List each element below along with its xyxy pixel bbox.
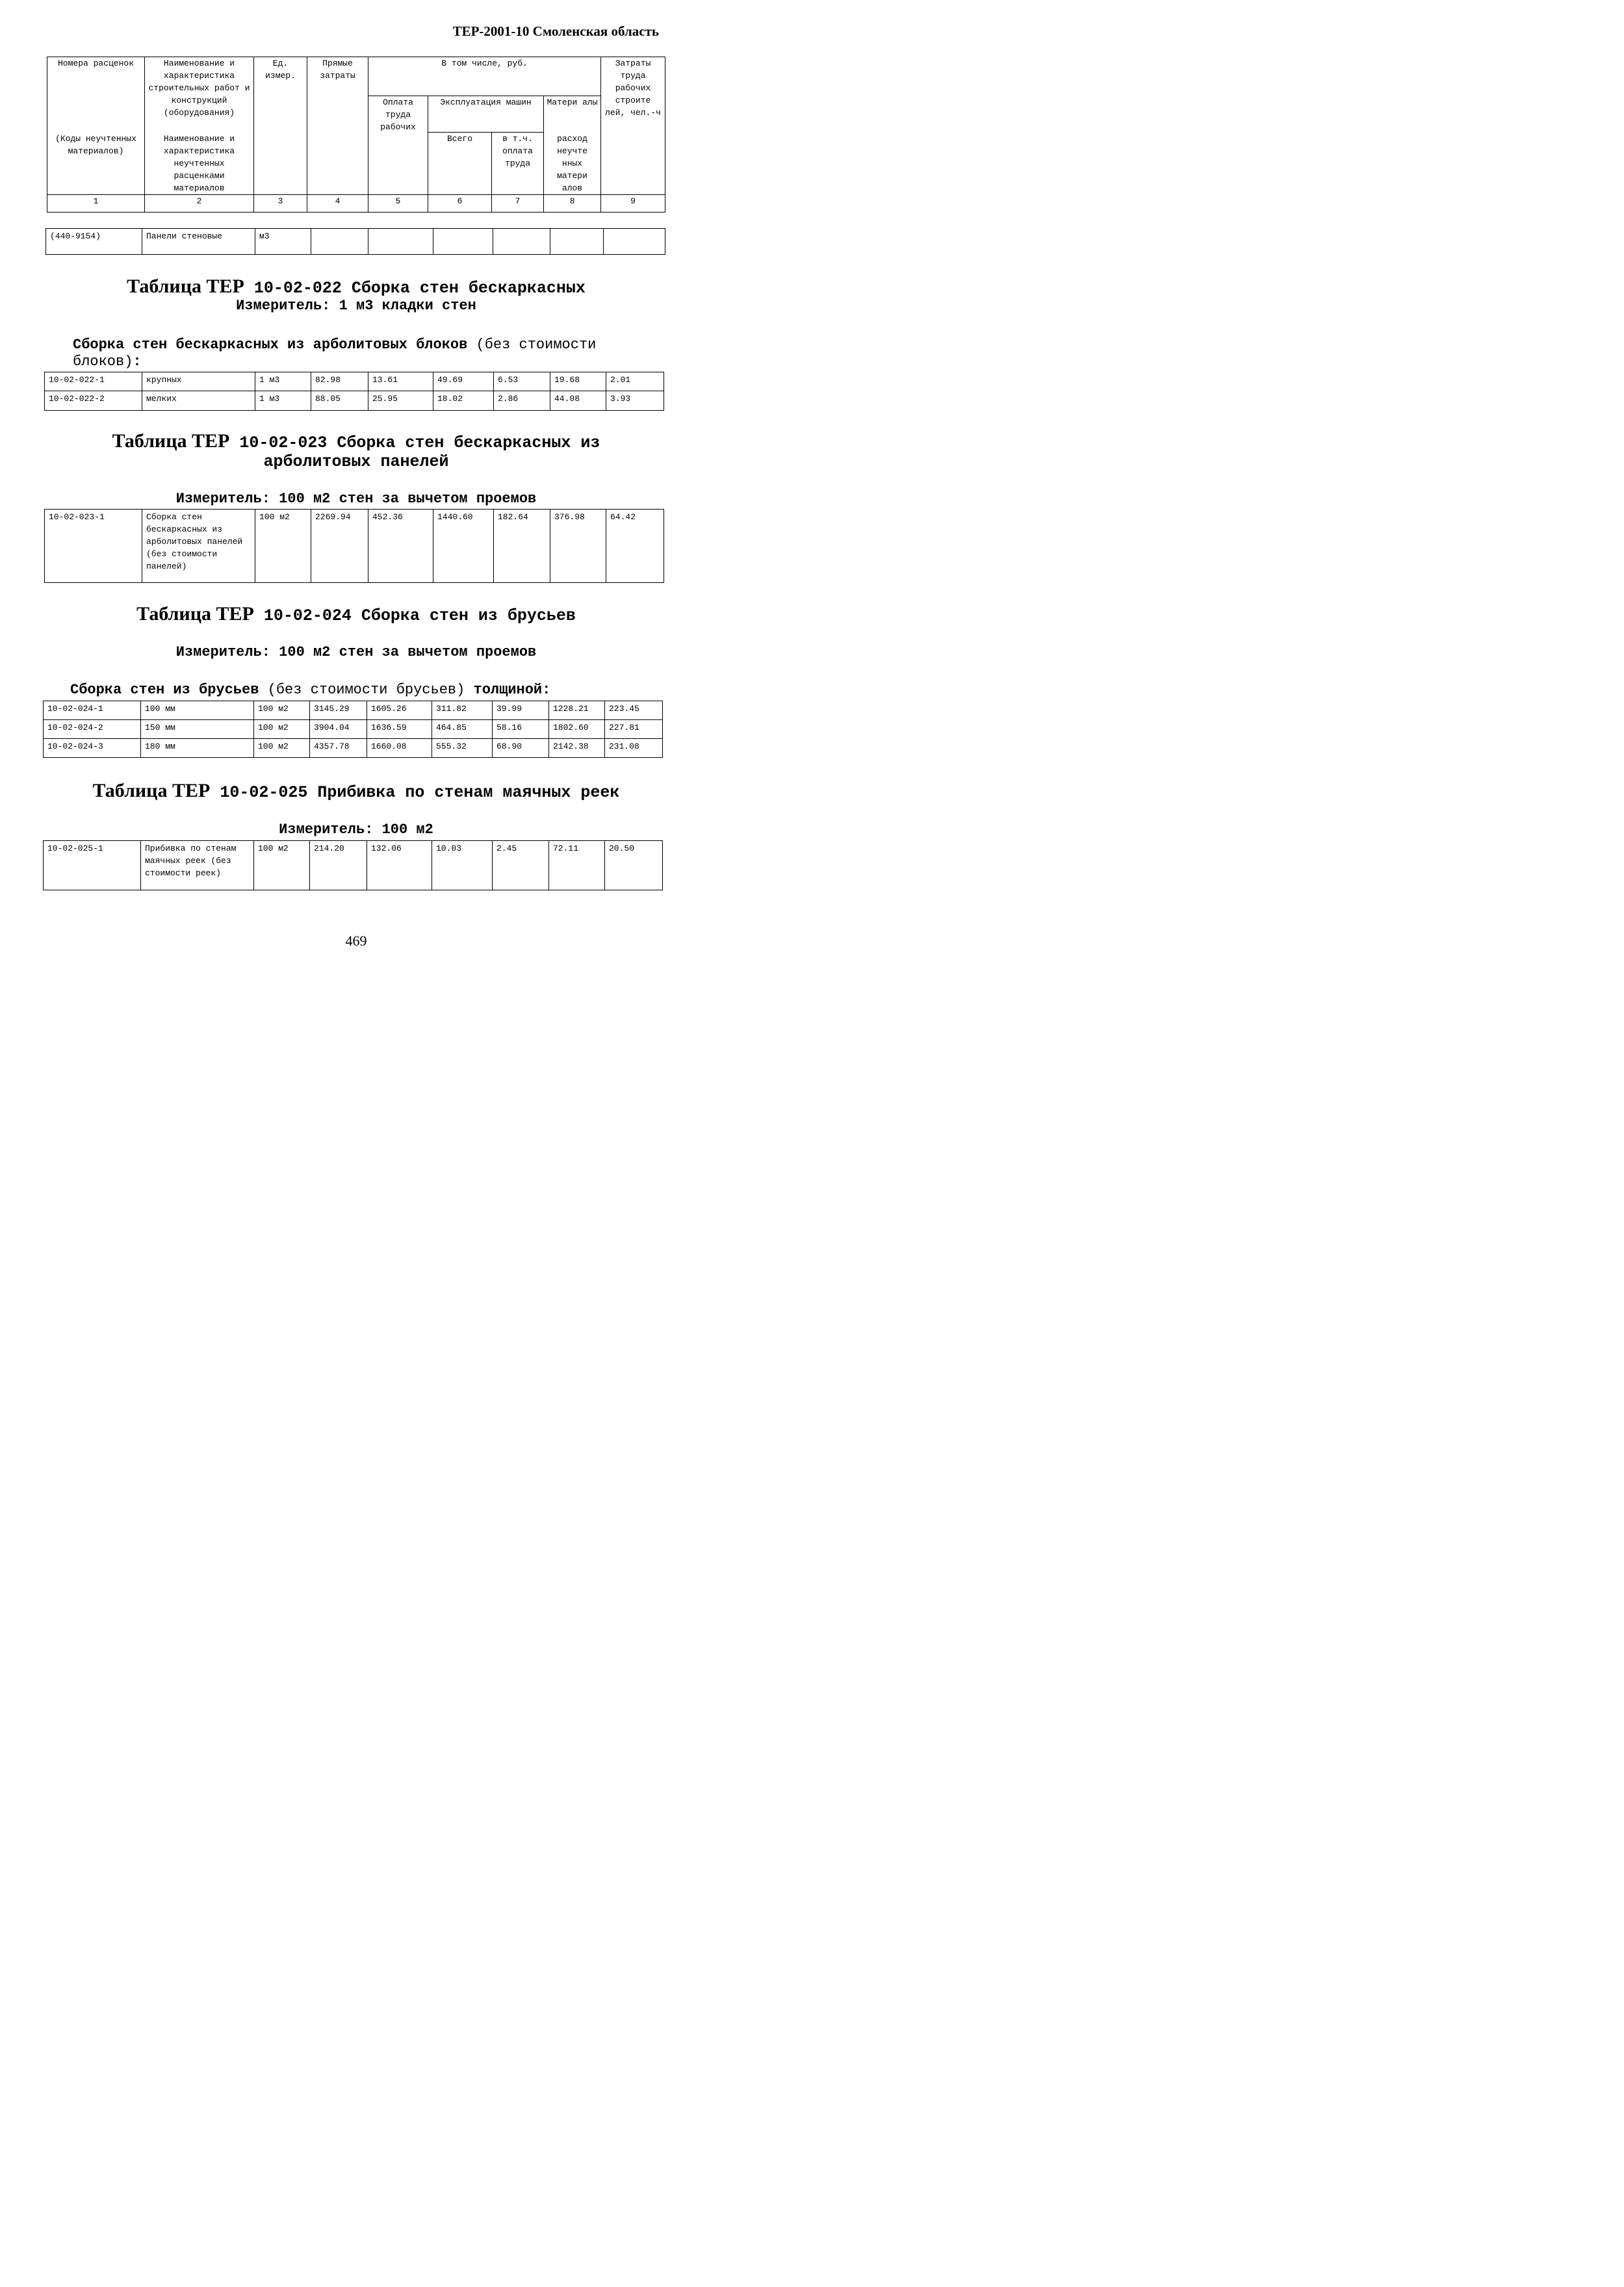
header-machinery: Эксплуатация машин [428, 96, 544, 133]
direct-costs: 2269.94 [311, 510, 368, 583]
direct-costs: 82.98 [311, 372, 368, 391]
table-row [44, 701, 663, 720]
rate-code: 10-02-024-1 [44, 701, 141, 720]
machinery-total: 49.69 [433, 372, 494, 391]
materials: 72.11 [549, 841, 605, 890]
header-machinery-wages: в т.ч. оплата труда [492, 133, 544, 195]
machinery-total: 1440.60 [433, 510, 494, 583]
work-name: 150 мм [141, 720, 254, 739]
machinery-wages: 58.16 [493, 720, 549, 739]
table-title-line2: арболитовых панелей [263, 452, 449, 471]
unit: 100 м2 [254, 720, 310, 739]
rate-code: 10-02-022-1 [45, 372, 142, 391]
machinery-wages: 2.45 [493, 841, 549, 890]
table-row [44, 739, 663, 758]
table-title-lead: Таблица ТЕР [112, 430, 230, 452]
rate-code: 10-02-023-1 [45, 510, 142, 583]
column-header-table [47, 57, 665, 213]
direct-costs: 88.05 [311, 391, 368, 411]
machinery-wages: 182.64 [494, 510, 550, 583]
rate-code: 10-02-024-2 [44, 720, 141, 739]
header-unit: Ед. измер. [254, 57, 307, 195]
table-row [45, 391, 664, 411]
table-title [0, 780, 712, 802]
direct-costs: 4357.78 [310, 739, 367, 758]
work-name: 180 мм [141, 739, 254, 758]
rates-table-025 [43, 840, 663, 890]
rate-code: 10-02-025-1 [44, 841, 141, 890]
table-title-text: 10-02-023 Сборка стен бескаркасных из [239, 433, 600, 452]
table-row [45, 372, 664, 391]
section-heading-rest: (без стоимости блоков) [73, 337, 597, 370]
section-heading-bold: Сборка стен бескаркасных из арболитовых блоков [73, 337, 468, 353]
labor-hours: 223.45 [605, 701, 663, 720]
rate-code: 10-02-024-3 [44, 739, 141, 758]
table-title [0, 276, 712, 298]
table-row [44, 720, 663, 739]
running-title: ТЕР-2001-10 Смоленская область [452, 23, 659, 39]
table-title-text: 10-02-024 Сборка стен из брусьев [263, 606, 576, 625]
section-heading-bold: Сборка стен из брусьев [70, 682, 259, 698]
header-including: В том числе, руб. [368, 57, 601, 96]
materials: 2142.38 [549, 739, 605, 758]
header-wages: Оплата труда рабочих [368, 96, 428, 195]
header-work-name: Наименование и характеристика строительных работ и конструкций (оборудования) [145, 57, 254, 133]
section-heading-tail: толщиной: [473, 682, 551, 698]
machinery-total: 555.32 [432, 739, 493, 758]
wages: 1605.26 [367, 701, 432, 720]
wages: 25.95 [368, 391, 433, 411]
labor-hours: 231.08 [605, 739, 663, 758]
labor-hours: 3.93 [606, 391, 664, 411]
machinery-total: 464.85 [432, 720, 493, 739]
wages: 132.06 [367, 841, 432, 890]
work-name: крупных [142, 372, 255, 391]
machinery-total: 311.82 [432, 701, 493, 720]
column-number: 4 [307, 194, 368, 212]
table-meter: Измеритель: 100 м2 стен за вычетом проемов [175, 491, 537, 507]
labor-hours: 227.81 [605, 720, 663, 739]
column-number: 1 [47, 194, 145, 212]
machinery-total: 10.03 [432, 841, 493, 890]
materials: 1802.60 [549, 720, 605, 739]
column-number: 7 [492, 194, 544, 212]
labor-hours: 20.50 [605, 841, 663, 890]
column-number: 3 [254, 194, 307, 212]
machinery-wages: 6.53 [494, 372, 550, 391]
header-machinery-total: Всего [428, 133, 492, 195]
header-rate-number: Номера расценок [47, 57, 145, 133]
table-title-lead: Таблица ТЕР [92, 780, 211, 801]
table-meter: Измеритель: 1 м3 кладки стен [236, 298, 476, 314]
labor-hours: 2.01 [606, 372, 664, 391]
machinery-wages: 2.86 [494, 391, 550, 411]
materials: 44.08 [550, 391, 606, 411]
page-number: 469 [345, 933, 367, 949]
table-title-text: 10-02-025 Прибивка по стенам маячных реек [220, 783, 620, 802]
direct-costs: 3145.29 [310, 701, 367, 720]
table-title-text: 10-02-022 Сборка стен бескаркасных [253, 279, 586, 298]
material-unit: м3 [255, 229, 311, 255]
wages: 452.36 [368, 510, 433, 583]
rate-code: 10-02-022-2 [45, 391, 142, 411]
direct-costs: 214.20 [310, 841, 367, 890]
table-row [45, 510, 664, 583]
labor-hours: 64.42 [606, 510, 664, 583]
section-heading-tail: : [133, 354, 142, 370]
unit: 1 м3 [255, 372, 311, 391]
header-material-name: Наименование и характеристика неучтенных расценками материалов [145, 133, 254, 195]
table-title-lead: Таблица ТЕР [127, 276, 244, 297]
section-heading [73, 337, 632, 370]
unit: 100 м2 [254, 701, 310, 720]
header-labor-hours: Затраты труда рабочих строите лей, чел.-ч [601, 57, 665, 195]
rates-table-024 [43, 701, 663, 758]
rates-table-022 [44, 372, 664, 411]
unit: 100 м2 [254, 841, 310, 890]
material-name: Панели стеновые [142, 229, 255, 255]
materials: 376.98 [550, 510, 606, 583]
table-title [0, 430, 712, 452]
machinery-wages: 68.90 [493, 739, 549, 758]
header-material-code: (Коды неучтенных материалов) [47, 133, 145, 195]
rates-table-023 [44, 509, 664, 583]
work-name: 100 мм [141, 701, 254, 720]
column-number: 9 [601, 194, 665, 212]
materials: 1228.21 [549, 701, 605, 720]
work-name: Прибивка по стенам маячных реек (без стоимости реек) [141, 841, 254, 890]
wages: 13.61 [368, 372, 433, 391]
table-meter: Измеритель: 100 м2 [279, 821, 433, 838]
column-number: 2 [145, 194, 254, 212]
section-heading-rest: (без стоимости брусьев) [267, 682, 465, 698]
machinery-wages: 39.99 [493, 701, 549, 720]
section-heading [70, 682, 655, 699]
header-material-consumption: расход неучте нных матери алов [544, 133, 601, 195]
work-name: мелких [142, 391, 255, 411]
column-number: 6 [428, 194, 492, 212]
machinery-total: 18.02 [433, 391, 494, 411]
materials: 19.68 [550, 372, 606, 391]
table-row [44, 841, 663, 890]
table-title-lead: Таблица ТЕР [136, 603, 254, 625]
column-number: 5 [368, 194, 428, 212]
header-direct-costs: Прямые затраты [307, 57, 368, 195]
material-code: (440-9154) [46, 229, 142, 255]
table-title [0, 603, 712, 625]
wages: 1660.08 [367, 739, 432, 758]
work-name: Сборка стен бескаркасных из арболитовых панелей (без стоимости панелей) [142, 510, 255, 583]
wages: 1636.59 [367, 720, 432, 739]
header-materials: Матери алы [544, 96, 601, 133]
material-table [45, 228, 665, 255]
table-meter: Измеритель: 100 м2 стен за вычетом проемов [175, 644, 537, 660]
unit: 100 м2 [255, 510, 311, 583]
unit: 100 м2 [254, 739, 310, 758]
column-number: 8 [544, 194, 601, 212]
unit: 1 м3 [255, 391, 311, 411]
direct-costs: 3904.04 [310, 720, 367, 739]
